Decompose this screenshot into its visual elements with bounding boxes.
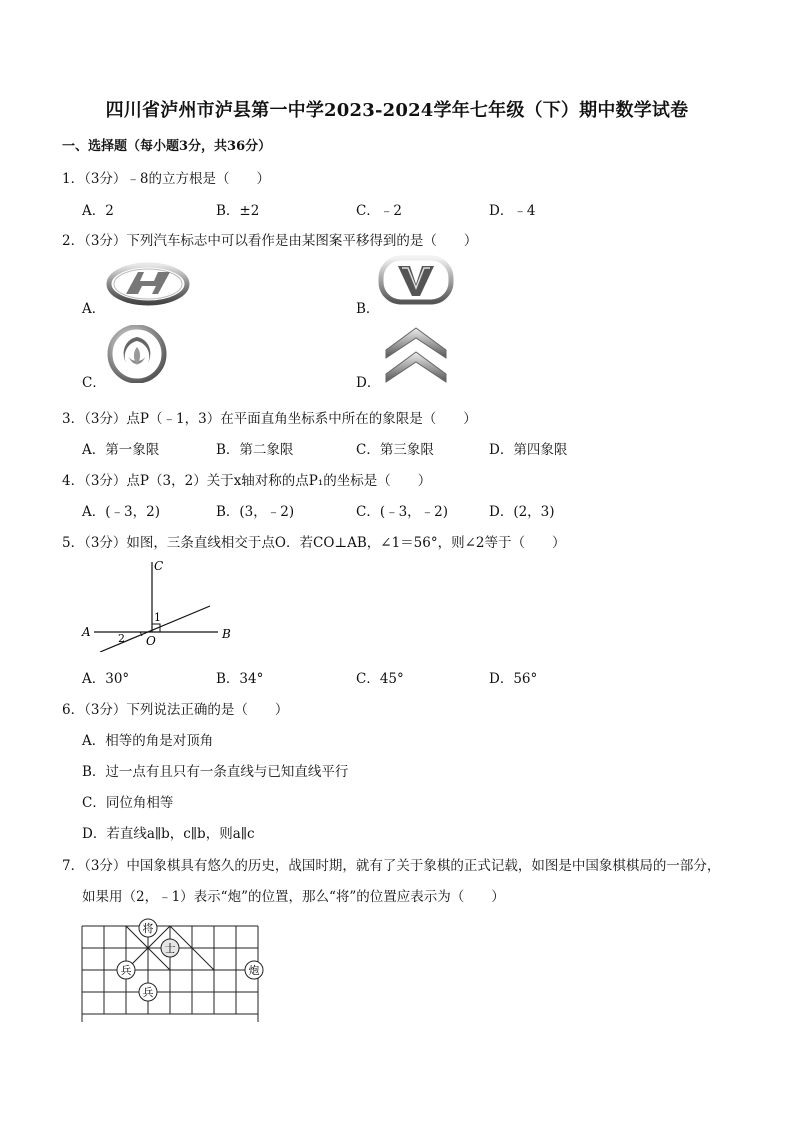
- q4-option-a[interactable]: A．(﹣3，2): [82, 504, 160, 520]
- q1-option-b[interactable]: B．±2: [216, 203, 260, 219]
- q2-option-b[interactable]: B．: [356, 301, 380, 317]
- label-angle-1: 1: [154, 611, 161, 624]
- piece-shi-label: 士: [164, 942, 176, 955]
- label-b: B: [222, 627, 231, 641]
- question-1-stem: 1．（3分）﹣8的立方根是（ ）: [62, 171, 271, 187]
- q2-option-c[interactable]: C．: [82, 375, 106, 391]
- chevron-v-logo-icon: [378, 254, 454, 306]
- q4-option-d[interactable]: D．(2，3): [489, 504, 555, 520]
- q5-option-c[interactable]: C．45°: [356, 671, 404, 687]
- label-c: C: [154, 559, 164, 573]
- q6-option-a[interactable]: A．相等的角是对顶角: [82, 733, 214, 749]
- q5-option-a[interactable]: A．30°: [82, 671, 130, 687]
- chess-board-figure: [78, 918, 268, 1024]
- hyundai-logo-icon: [106, 262, 190, 306]
- piece-jiang-label: 将: [142, 922, 154, 935]
- label-o: O: [146, 634, 156, 648]
- piece-bing-2-label: 兵: [142, 986, 154, 999]
- question-6-stem: 6．（3分）下列说法正确的是（ ）: [62, 702, 289, 718]
- q3-option-a[interactable]: A．第一象限: [82, 442, 160, 458]
- q4-option-c[interactable]: C．(﹣3，﹣2): [356, 504, 449, 520]
- section-heading: 一、选择题（每小题3分，共36分）: [62, 139, 272, 154]
- q6-option-c[interactable]: C．同位角相等: [82, 795, 174, 811]
- question-7-stem-line-2: 如果用（2，﹣1）表示“炮”的位置，那么“将”的位置应表示为（ ）: [82, 889, 505, 905]
- q1-option-a[interactable]: A．2: [82, 203, 114, 219]
- q5-geometry-figure: [78, 552, 248, 652]
- q5-option-d[interactable]: D．56°: [489, 671, 538, 687]
- page-title: 四川省泸州市泸县第一中学2023-2024学年七年级（下）期中数学试卷: [105, 100, 689, 121]
- q3-option-c[interactable]: C．第三象限: [356, 442, 434, 458]
- q4-option-b[interactable]: B．(3，﹣2): [216, 504, 295, 520]
- question-2-stem: 2．（3分）下列汽车标志中可以看作是由某图案平移得到的是（ ）: [62, 233, 478, 249]
- q2-option-d[interactable]: D．: [356, 375, 381, 391]
- q3-option-d[interactable]: D．第四象限: [489, 442, 568, 458]
- citroen-logo-icon: [382, 324, 450, 386]
- piece-bing-1-label: 兵: [120, 964, 132, 977]
- question-3-stem: 3．（3分）点P（﹣1，3）在平面直角坐标系中所在的象限是（ ）: [62, 411, 477, 427]
- question-4-stem: 4．（3分）点P（3，2）关于x轴对称的点P₁的坐标是（ ）: [62, 473, 432, 489]
- q1-option-c[interactable]: C．﹣2: [356, 203, 402, 219]
- q2-option-a[interactable]: A．: [82, 301, 106, 317]
- q6-option-b[interactable]: B．过一点有且只有一条直线与已知直线平行: [82, 764, 349, 780]
- label-angle-2: 2: [118, 632, 125, 645]
- question-7-stem-line-1: 7．（3分）中国象棋具有悠久的历史，战国时期，就有了关于象棋的正式记载，如图是中国象棋棋局的一部分，: [62, 858, 721, 874]
- dongfeng-logo-icon: [106, 325, 168, 383]
- q6-option-d[interactable]: D．若直线a∥b，c∥b，则a∥c: [82, 826, 255, 842]
- q5-option-b[interactable]: B．34°: [216, 671, 264, 687]
- q3-option-b[interactable]: B．第二象限: [216, 442, 294, 458]
- label-a: A: [82, 625, 91, 639]
- question-5-stem: 5．（3分）如图，三条直线相交于点O．若CO⊥AB，∠1＝56°，则∠2等于（ ）: [62, 535, 566, 551]
- piece-pao-label: 炮: [248, 964, 260, 977]
- q1-option-d[interactable]: D．﹣4: [489, 203, 536, 219]
